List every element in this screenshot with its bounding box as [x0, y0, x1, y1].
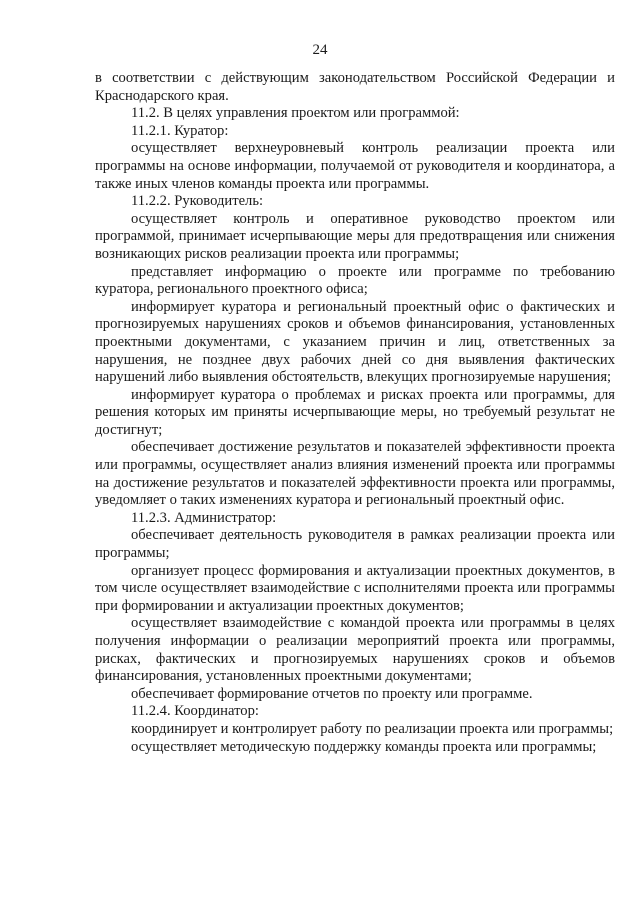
paragraph: осуществляет верхнеуровневый контроль реализации проекта или программы на основе информации, получаемой от руководителя и координатора, а также иных членов команды проекта или программы.	[95, 140, 615, 192]
paragraph: обеспечивает достижение результатов и показателей эффективности проекта или программы, осуществляет анализ влияния изменений проекта или программы на достижение результатов и показателей эффективности проекта или программы, уведомляет о таких изменениях куратора и региональный проектный офис.	[95, 439, 615, 509]
paragraph: обеспечивает деятельность руководителя в рамках реализации проекта или программы;	[95, 527, 615, 562]
page-number: 24	[312, 42, 328, 58]
section-heading: 11.2. В целях управления проектом или программой:	[131, 105, 460, 122]
paragraph: обеспечивает формирование отчетов по проекту или программе.	[131, 685, 533, 702]
paragraph: информирует куратора и региональный проектный офис о фактических и прогнозируемых нарушениях сроков и объемов финансирования, установленных проектными документами, с указанием причин и лиц, ответственных за нарушения, не позднее двух рабочих дней со дня выявления фактических нарушений либо выявления обстоятельств, влекущих прогнозируемые нарушения;	[95, 298, 615, 386]
paragraph: осуществляет взаимодействие с командой проекта или программы в целях получения информации о реализации мероприятий проекта или программы, рисках, фактических и прогнозируемых нарушениях сроков и объемов финансирования, установленных проектными документами;	[95, 615, 615, 685]
paragraph: организует процесс формирования и актуализации проектных документов, в том числе осуществляет взаимодействие с исполнителями проекта или программы при формировании и актуализации проектных документов;	[95, 562, 615, 614]
paragraph: представляет информацию о проекте или программе по требованию куратора, регионального проектного офиса;	[95, 263, 615, 298]
document-body	[95, 70, 615, 756]
role-heading-coordinator: 11.2.4. Координатор:	[131, 703, 259, 720]
role-heading-administrator: 11.2.3. Администратор:	[131, 509, 277, 526]
paragraph: осуществляет контроль и оперативное руководство проектом или программой, принимает исчерпывающие меры для предотвращения или снижения возникающих рисков реализации проекта или программы;	[95, 210, 615, 262]
paragraph: информирует куратора о проблемах и рисках проекта или программы, для решения которых им приняты исчерпывающие меры, но требуемый результат не достигнут;	[95, 386, 615, 438]
paragraph: координирует и контролирует работу по реализации проекта или программы;	[131, 720, 614, 737]
paragraph: осуществляет методическую поддержку команды проекта или программы;	[131, 738, 597, 755]
role-heading-manager: 11.2.2. Руководитель:	[131, 193, 264, 210]
role-heading-curator: 11.2.1. Куратор:	[131, 122, 229, 139]
paragraph: в соответствии с действующим законодательством Российской Федерации и Краснодарского края.	[95, 70, 615, 104]
